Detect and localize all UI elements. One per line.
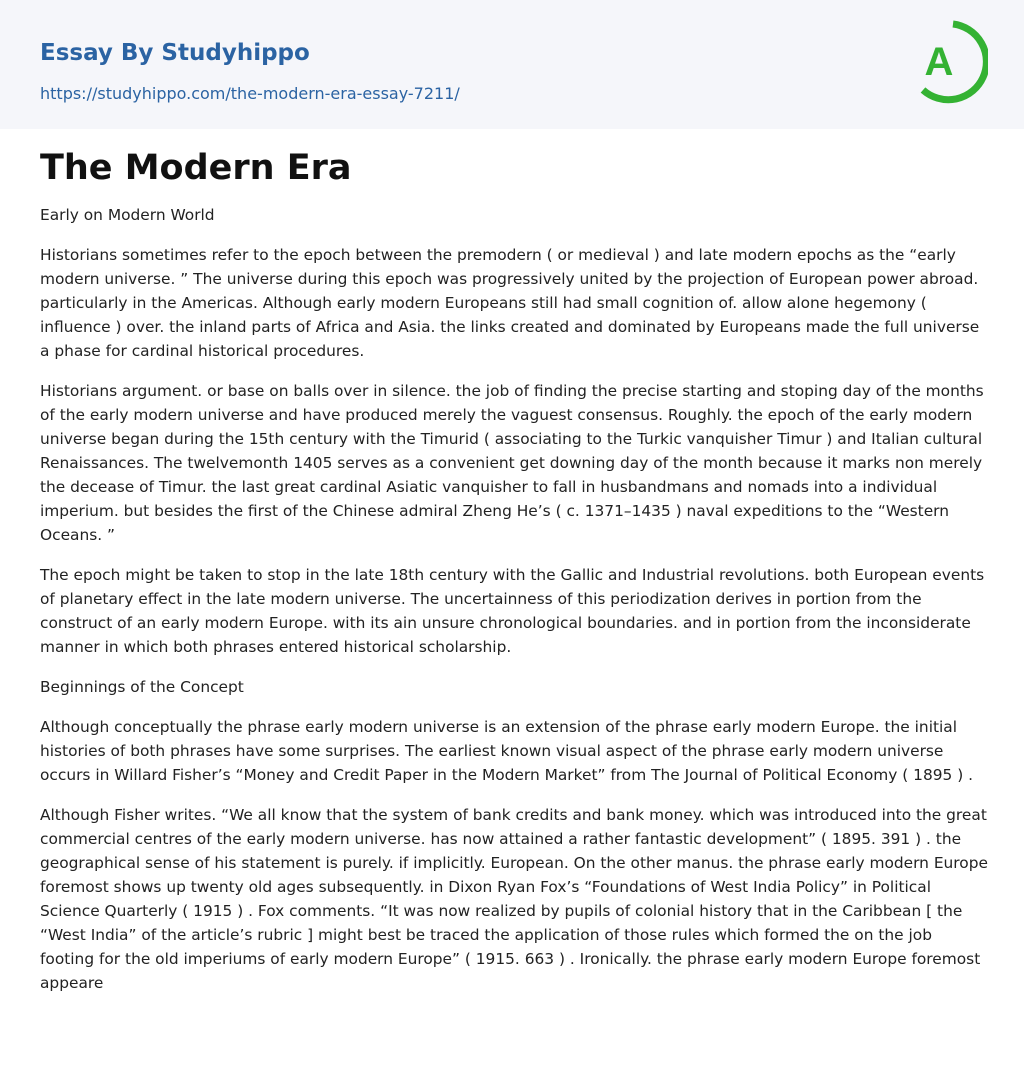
site-header xyxy=(0,0,1024,129)
studyhippo-logo-icon[interactable] xyxy=(910,18,988,106)
essay-article xyxy=(40,145,988,995)
essay-paragraph: Early on Modern World xyxy=(40,206,215,224)
logo-letter: A xyxy=(924,40,954,84)
page-title: The Modern Era xyxy=(40,148,352,188)
essay-paragraph: Beginnings of the Concept xyxy=(40,678,244,696)
essay-paragraph: The epoch might be taken to stop in the late 18th century with the Gallic and Industrial revolutions. both European events of planetary effect in the late modern universe. The uncertainness of this periodization derives in portion from the construct of an early modern Europe. with its ain unsure chronological boundaries. and in portion from the inconsiderate manner in which both phrases entered historical scholarship. xyxy=(40,566,985,656)
essay-paragraph: Although conceptually the phrase early modern universe is an extension of the phrase early modern Europe. the initial histories of both phrases have some surprises. The earliest known visual aspect of the phrase early modern universe occurs in Willard Fisher’s “Money and Credit Paper in the Modern Market” from The Journal of Political Economy ( 1895 ) . xyxy=(40,718,974,784)
source-url-link[interactable]: https://studyhippo.com/the-modern-era-essay-7211/ xyxy=(40,84,460,103)
essay-paragraph: Although Fisher writes. “We all know that the system of bank credits and bank money. which was introduced into the great commercial centres of the early modern universe. has now attained a rather fantastic development” ( 1895. 391 ) . the geographical sense of his statement is purely. if implicitly. European. On the other manus. the phrase early modern Europe foremost shows up twenty old ages subsequently. in Dixon Ryan Fox’s “Foundations of West India Policy” in Political Science Quarterly ( 1915 ) . Fox comments. “It was now realized by pupils of colonial history that in the Caribbean [ the “West India” of the article’s rubric ] might best be traced the application of those rules which formed the on the job footing for the old imperiums of early modern Europe” ( 1915. 663 ) . Ironically. the phrase early modern Europe foremost appeare xyxy=(40,806,988,992)
essay-paragraph: Historians sometimes refer to the epoch between the premodern ( or medieval ) and late modern epochs as the “early modern universe. ” The universe during this epoch was progressively united by the projection of European power abroad. particularly in the Americas. Although early modern Europeans still had small cognition of. allow alone hegemony ( influence ) over. the inland parts of Africa and Asia. the links created and dominated by Europeans made the full universe a phase for cardinal historical procedures. xyxy=(40,246,980,360)
essay-paragraph: Historians argument. or base on balls over in silence. the job of finding the precise starting and stoping day of the months of the early modern universe and have produced merely the vaguest consensus. Roughly. the epoch of the early modern universe began during the 15th century with the Timurid ( associating to the Turkic vanquisher Timur ) and Italian cultural Renaissances. The twelvemonth 1405 serves as a convenient get downing day of the month because it marks non merely the decease of Timur. the last great cardinal Asiatic vanquisher to fall in husbandmans and nomads into a individual imperium. but besides the first of the Chinese admiral Zheng He’s ( c. 1371–1435 ) naval expeditions to the “Western Oceans. ” xyxy=(40,382,984,544)
site-brand[interactable]: Essay By Studyhippo xyxy=(40,40,310,66)
